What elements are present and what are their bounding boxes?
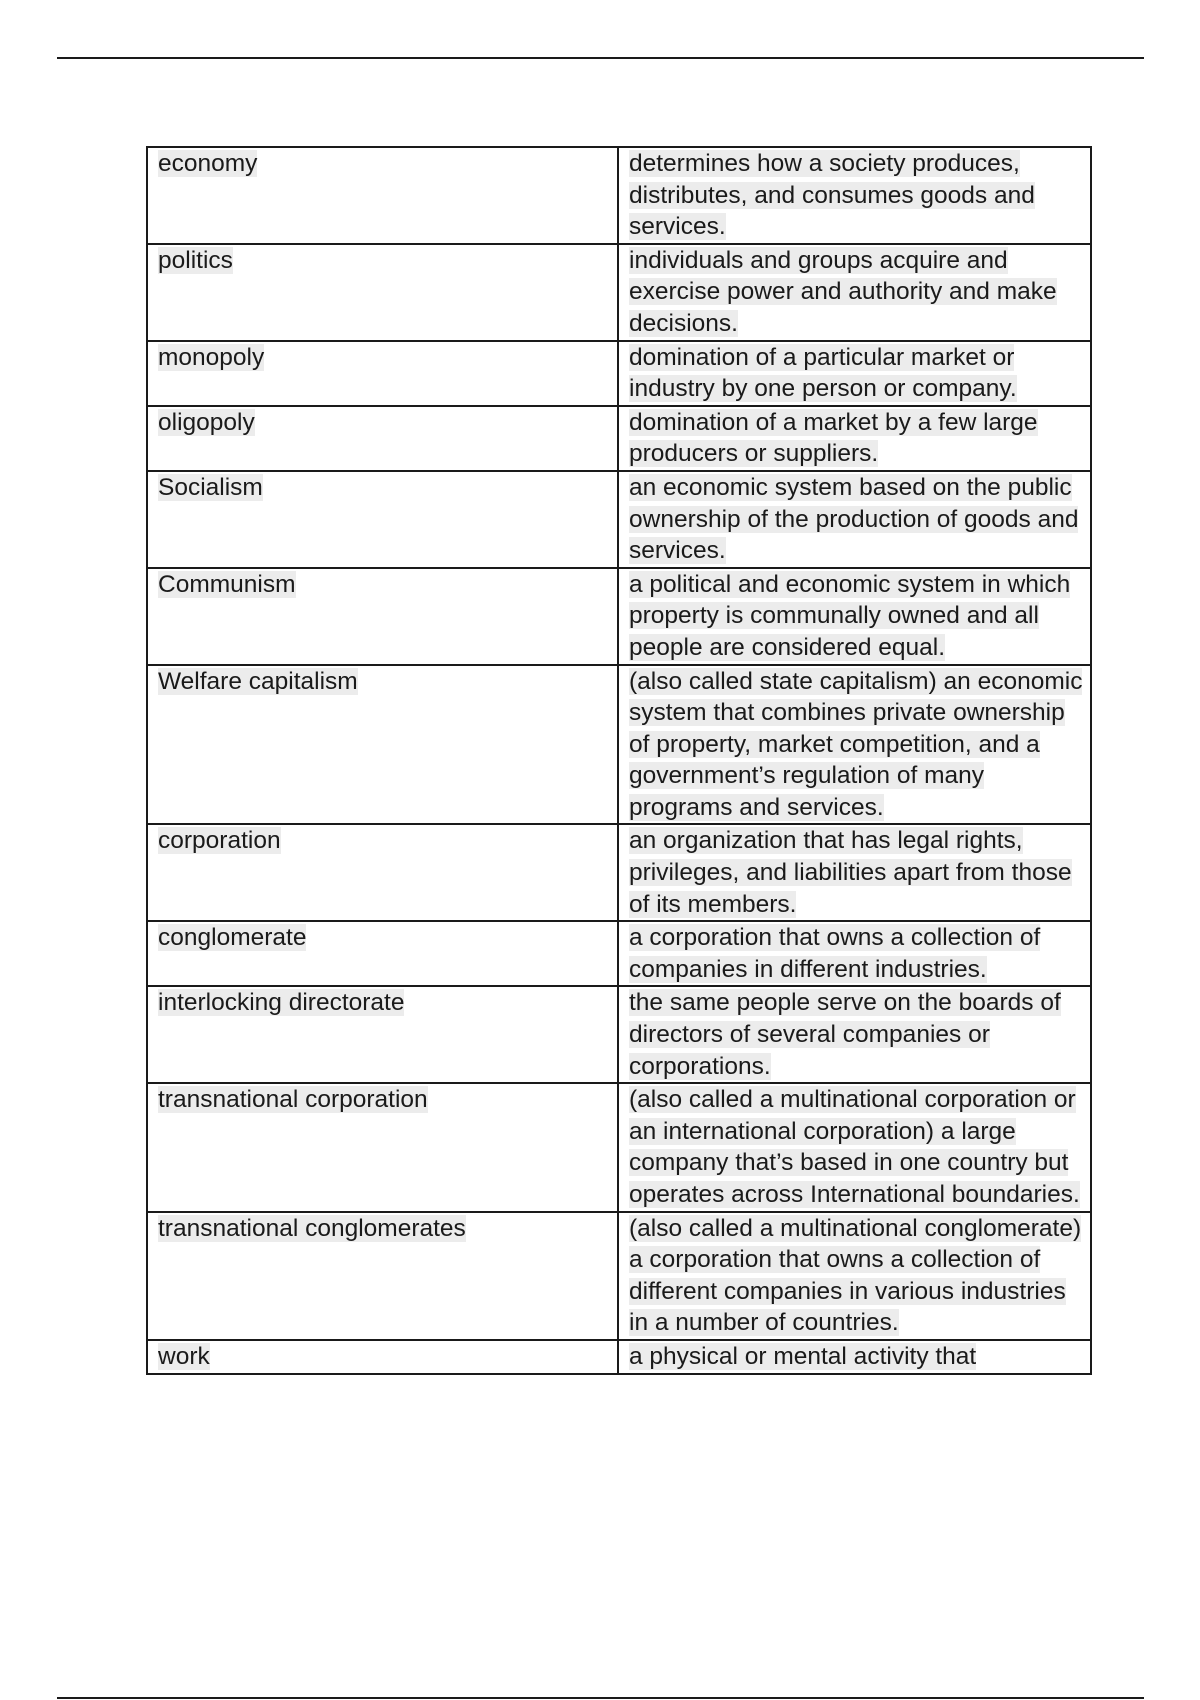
definition-cell	[618, 341, 1091, 406]
definition-text: (also called a multinational conglomerate) a corporation that owns a collection of different companies in various industries in a number of countries.	[629, 1214, 1082, 1337]
term-text: work	[158, 1342, 210, 1370]
term-cell	[147, 1083, 618, 1211]
term-text: oligopoly	[158, 408, 255, 436]
definition-text: a corporation that owns a collection of companies in different industries.	[629, 924, 1041, 983]
term-text: Socialism	[158, 473, 263, 501]
term-cell	[147, 921, 618, 986]
definition-text: a physical or mental activity that	[629, 1342, 977, 1370]
term-cell	[147, 244, 618, 341]
definition-cell	[618, 244, 1091, 341]
glossary-table	[146, 146, 1092, 1375]
definition-cell	[618, 568, 1091, 665]
definition-cell	[618, 986, 1091, 1083]
definition-text: (also called state capitalism) an economic system that combines private ownership of property, market competition, and a government’s regulation of many programs and services.	[629, 667, 1083, 821]
term-cell	[147, 1212, 618, 1340]
term-cell	[147, 471, 618, 568]
definition-cell	[618, 921, 1091, 986]
term-text: Welfare capitalism	[158, 667, 358, 695]
term-text: conglomerate	[158, 924, 307, 952]
glossary-row	[147, 406, 1091, 471]
definition-cell	[618, 824, 1091, 921]
glossary-row	[147, 147, 1091, 244]
definition-cell	[618, 1212, 1091, 1340]
definition-text: domination of a particular market or industry by one person or company.	[629, 343, 1017, 403]
term-cell	[147, 986, 618, 1083]
glossary-row	[147, 1083, 1091, 1211]
term-text: interlocking directorate	[158, 989, 405, 1017]
definition-cell	[618, 665, 1091, 825]
glossary-row	[147, 824, 1091, 921]
term-text: transnational conglomerates	[158, 1214, 466, 1242]
term-cell	[147, 1340, 618, 1374]
term-text: monopoly	[158, 343, 265, 371]
definition-cell	[618, 147, 1091, 244]
glossary-row	[147, 921, 1091, 986]
glossary-row	[147, 665, 1091, 825]
term-text: Communism	[158, 570, 296, 598]
glossary-row	[147, 341, 1091, 406]
term-text: politics	[158, 246, 233, 274]
definition-text: the same people serve on the boards of directors of several companies or corporations.	[629, 989, 1061, 1080]
definition-text: a political and economic system in which property is communally owned and all people are considered equal.	[629, 570, 1071, 661]
term-cell	[147, 406, 618, 471]
term-cell	[147, 568, 618, 665]
definition-text: determines how a society produces, distributes, and consumes goods and services.	[629, 150, 1035, 241]
term-text: corporation	[158, 827, 281, 855]
glossary-row	[147, 568, 1091, 665]
term-cell	[147, 341, 618, 406]
definition-cell	[618, 1083, 1091, 1211]
glossary-row	[147, 244, 1091, 341]
glossary-row	[147, 1212, 1091, 1340]
glossary-row	[147, 1340, 1091, 1374]
term-text: economy	[158, 150, 258, 177]
term-cell	[147, 147, 618, 244]
definition-text: (also called a multinational corporation or an international corporation) a large company that’s based in one country but operates across International boundaries.	[629, 1086, 1080, 1208]
glossary-row	[147, 986, 1091, 1083]
definition-text: individuals and groups acquire and exercise power and authority and make decisions.	[629, 246, 1057, 337]
definition-text: an organization that has legal rights, privileges, and liabilities apart from those of its members.	[629, 827, 1072, 918]
definition-cell	[618, 1340, 1091, 1374]
definition-cell	[618, 406, 1091, 471]
definition-text: domination of a market by a few large producers or suppliers.	[629, 408, 1038, 468]
term-text: transnational corporation	[158, 1086, 428, 1114]
glossary-body	[147, 147, 1091, 1374]
header-rule	[57, 57, 1144, 59]
definition-cell	[618, 471, 1091, 568]
term-cell	[147, 824, 618, 921]
glossary-row	[147, 471, 1091, 568]
term-cell	[147, 665, 618, 825]
footer-rule	[57, 1697, 1144, 1699]
definition-text: an economic system based on the public ownership of the production of goods and services.	[629, 473, 1079, 565]
